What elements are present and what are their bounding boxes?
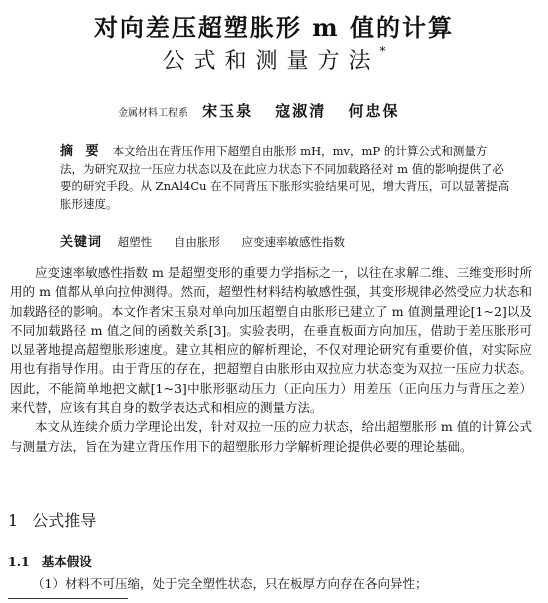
title-footnote-mark: * (379, 44, 386, 58)
footnote-divider (8, 598, 128, 599)
subsection-heading (8, 552, 92, 570)
author-line (118, 100, 417, 121)
paper-title-line2-text: 公式和测量方法 (162, 49, 380, 74)
section-number: 1 (8, 511, 19, 530)
keywords (60, 231, 510, 250)
keyword: 自由胀形 (173, 235, 220, 249)
subsection-number: 1.1 (8, 554, 30, 569)
keywords-label: 关键词 (60, 235, 103, 250)
abstract (60, 143, 510, 213)
paper-title-line2 (0, 44, 548, 75)
keyword: 超塑性 (117, 235, 153, 249)
affiliation: 金属材料工程系 (118, 108, 188, 119)
body-text (10, 263, 532, 456)
paper-title: 对向差压超塑胀形 m 值的计算 (93, 13, 455, 42)
section-title: 公式推导 (32, 511, 97, 530)
list-item: （1）材料不可压缩，处于完全塑性状态，只在板厚方向存在各向异性； (32, 576, 428, 591)
keyword: 应变速率敏感性指数 (241, 235, 345, 249)
section-heading (8, 508, 96, 531)
body-paragraph: 本文从连续介质力学理论出发，针对双拉一压的应力状态，给出超塑胀形 m 值的计算公式与测量方法，旨在为建立背压作用下的超塑胀形力学解析理论提供必要的理论基础。 (10, 419, 532, 454)
abstract-text: 本文给出在背压作用下超塑自由胀形 mH，mv，mP 的计算公式和测量方法，为研究双拉一压应力状态以及在此应力状态下不同加载路径对 m 值的影响提供了必要的研究手段。从 ZnAl4Cu 在不同背压下胀形实验结果可见，增大背压，可以显著提高胀形速度。 (60, 144, 510, 211)
author-name: 寇淑清 (275, 102, 327, 120)
author-name: 何忠保 (348, 102, 400, 120)
subsection-title: 基本假设 (41, 554, 92, 569)
body-paragraph: 应变速率敏感性指数 m 是超塑变形的重要力学指标之一，以往在求解二维、三维变形时所用的 m 值都从单向拉伸测得。然而，超塑性材料结构敏感性强，其变形规律必然受应力状态和加载路径的影响。本文作者宋玉泉对单向加压超塑自由胀形已建立了 m 值测量理论[1~2]以及不同加载路径 m 值之间的函数关系[3]。实验表明，在垂直板面方向加压，借助于差压胀形可以显著地提高超塑胀形速度。建立其相应的解析理论，不仅对理论研究有重要价值，对实际应用也有指导作用。由于背压的存在，把超塑自由胀形由双拉应力状态变为双拉一压应力状态。因此，不能简单地把文献[1~3]中胀形驱动压力（正向压力）用差压（正向压力与背压之差）来代替，应该有其自身的数学表达式和相应的测量方法。 (10, 265, 532, 416)
abstract-label: 摘 要 (60, 144, 103, 159)
author-name: 宋玉泉 (202, 102, 254, 120)
